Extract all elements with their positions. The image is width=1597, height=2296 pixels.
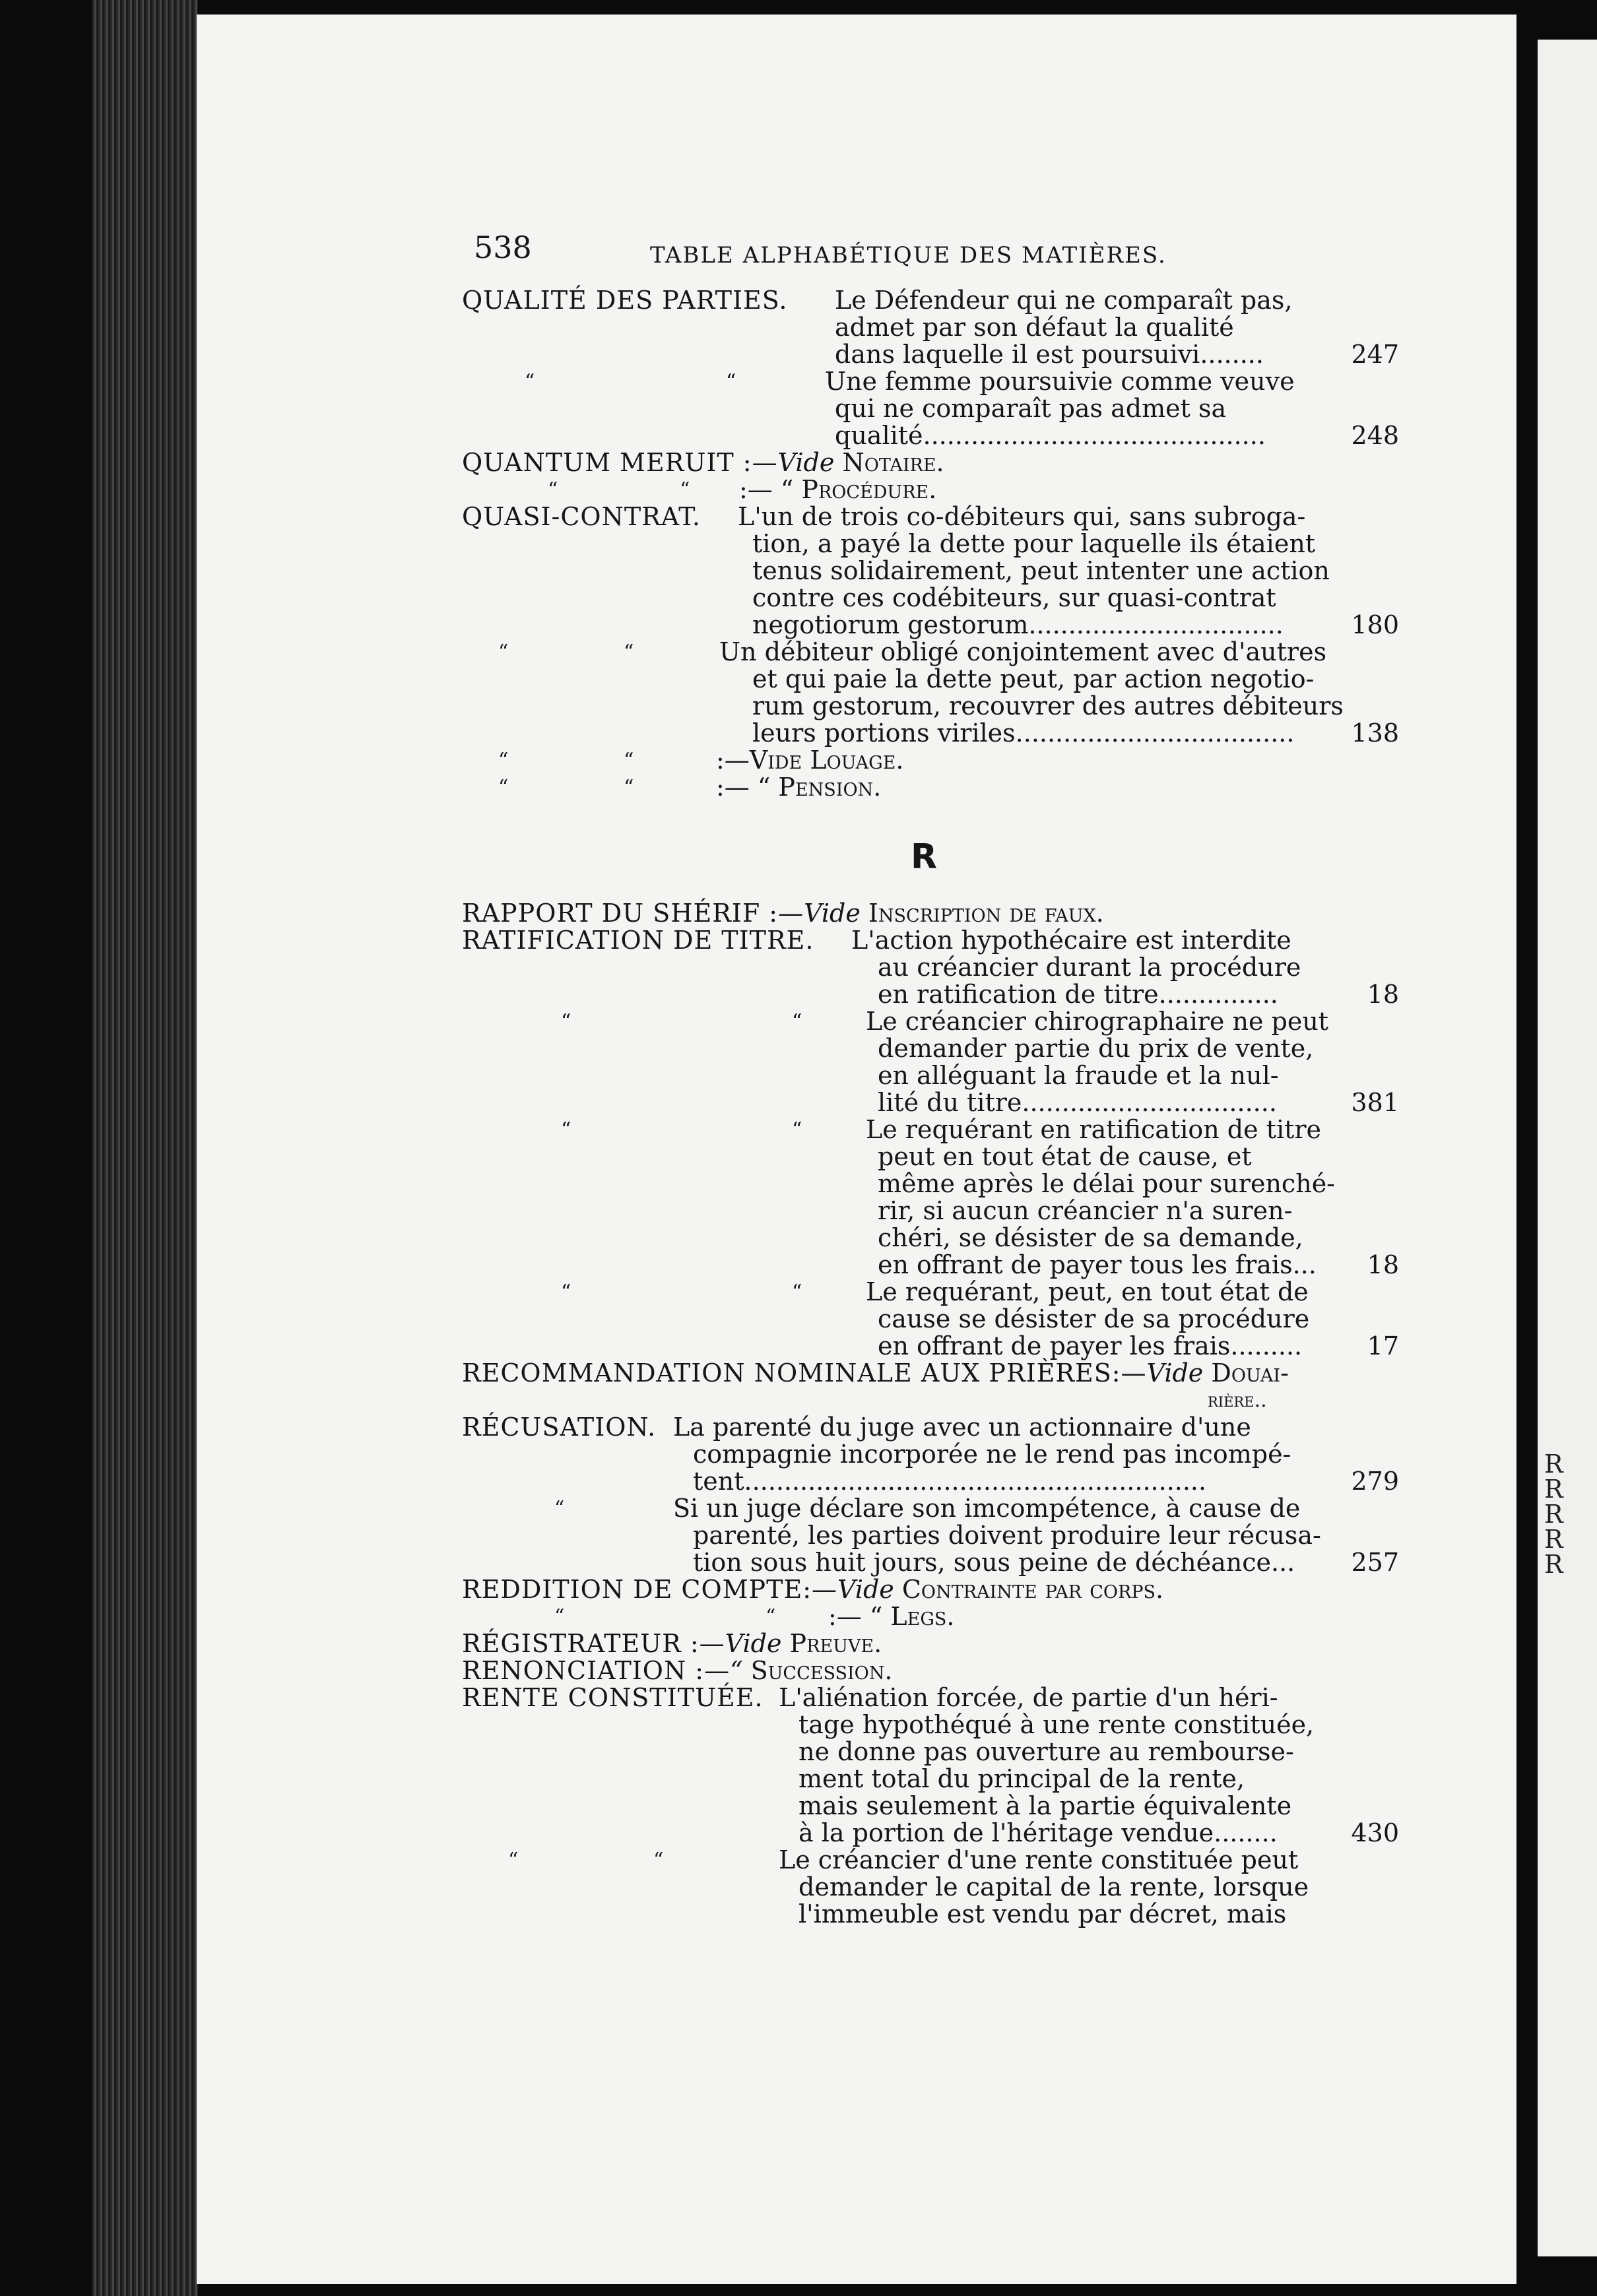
ditto-mark: “: [766, 1605, 776, 1628]
entry-text: tage hypothéqué à une rente constituée,: [798, 1710, 1315, 1739]
page-reference: 138: [1351, 718, 1399, 748]
page-reference: 430: [1351, 1818, 1399, 1847]
entry-text: dans laquelle il est poursuivi........: [835, 340, 1264, 369]
entry-line: [462, 1818, 1399, 1847]
entry-heading: RÉCUSATION.: [462, 1413, 657, 1442]
index-entry: [462, 367, 1399, 450]
page-reference: 381: [1351, 1088, 1399, 1117]
cross-reference: Contrainte par corps.: [901, 1575, 1164, 1604]
entry-text: même après le délai pour surenché-: [878, 1169, 1336, 1198]
ditto-mark: “: [624, 641, 634, 664]
ditto-mark: “: [498, 749, 509, 772]
entry-text: lité du titre................................: [878, 1088, 1277, 1117]
entry-line: [462, 449, 1386, 476]
entry-line: [462, 1793, 1386, 1820]
entry-text: compagnie incorporée ne le rend pas incompé-: [693, 1440, 1291, 1469]
cross-reference: :—Vide Louage.: [716, 746, 904, 775]
entry-text: rum gestorum, recouvrer des autres débiteurs: [752, 691, 1344, 720]
entry-heading: RENTE CONSTITUÉE.: [462, 1683, 764, 1712]
entry-line: [462, 1331, 1399, 1360]
entry-heading: RÉGISTRATEUR :—: [462, 1629, 725, 1658]
index-entry: [462, 476, 1386, 503]
entry-text: negotiorum gestorum................................: [752, 610, 1284, 639]
entry-heading: RATIFICATION DE TITRE.: [462, 926, 814, 955]
page-reference: 248: [1351, 421, 1399, 450]
page-reference: 279: [1351, 1467, 1399, 1496]
index-entry: [462, 1683, 1399, 1847]
section-letter: R: [910, 837, 938, 877]
vide-label: Vide: [1146, 1358, 1204, 1387]
facing-letter: R: [1544, 1500, 1563, 1529]
entry-text: Une femme poursuivie comme veuve: [825, 367, 1295, 396]
entry-text: L'aliénation forcée, de partie d'un héri-: [779, 1683, 1278, 1712]
entry-text: La parenté du juge avec un actionnaire d'une: [673, 1413, 1251, 1442]
entry-heading: QUALITÉ DES PARTIES.: [462, 286, 788, 315]
entry-heading: QUANTUM MERUIT :—: [462, 448, 778, 477]
ditto-mark: “: [561, 1281, 571, 1304]
index-entry: [462, 1630, 1386, 1657]
entry-line: [462, 900, 1386, 927]
page-reference: 18: [1367, 1250, 1399, 1279]
entry-text: mais seulement à la partie équivalente: [798, 1791, 1292, 1820]
section-r-entries: [462, 899, 1399, 1929]
page-reference: 18: [1367, 980, 1399, 1009]
entry-text: tion, a payé la dette pour laquelle ils étaient: [752, 529, 1316, 558]
entry-line: [462, 1684, 1386, 1711]
index-entry: [462, 1115, 1399, 1279]
cross-reference: :— “ Procédure.: [739, 475, 937, 504]
entry-text: contre ces codébiteurs, sur quasi-contrat: [752, 583, 1276, 612]
entry-text: l'immeuble est vendu par décret, mais: [798, 1899, 1287, 1929]
index-entry: [462, 1847, 1386, 1928]
facing-letter: R: [1544, 1525, 1563, 1554]
index-entry: [462, 286, 1399, 369]
entry-line: [462, 1360, 1386, 1387]
facing-page-letters: [1544, 1451, 1563, 1577]
ditto-mark: “: [561, 1118, 571, 1141]
entry-line: [462, 1738, 1386, 1766]
entry-text: rir, si aucun créancier n'a suren-: [878, 1196, 1293, 1225]
ditto-mark: “: [554, 1605, 565, 1628]
facing-letter: R: [1544, 1475, 1563, 1504]
entry-line: [462, 1657, 1386, 1684]
index-entry: [462, 502, 1399, 639]
entry-line: [462, 1035, 1386, 1062]
index-entry: [462, 900, 1386, 927]
entry-line: [462, 639, 1386, 666]
facing-letter: R: [1544, 1450, 1563, 1479]
entry-line: [462, 1495, 1386, 1522]
cross-reference: Notaire.: [842, 448, 944, 477]
entry-line: [462, 1603, 1386, 1630]
entry-line: [462, 610, 1399, 639]
ditto-mark: “: [726, 370, 736, 393]
page-header: [462, 230, 1386, 287]
facing-page-edge: [1538, 40, 1597, 2256]
entry-text: ne donne pas ouverture au rembourse-: [798, 1737, 1294, 1766]
vide-label: Vide: [837, 1575, 894, 1604]
entry-line: [462, 1279, 1386, 1306]
vide-label: Vide: [777, 448, 835, 477]
entry-line: [462, 1225, 1386, 1252]
index-entry: [462, 449, 1386, 476]
entry-text: chéri, se désister de sa demande,: [878, 1223, 1303, 1252]
vide-label: Vide: [725, 1629, 782, 1658]
entry-text: tion sous huit jours, sous peine de déchéance...: [693, 1548, 1295, 1577]
entry-text: L'action hypothécaire est interdite: [851, 926, 1291, 955]
running-head: TABLE ALPHABÉTIQUE DES MATIÈRES.: [650, 242, 1167, 269]
cross-reference: :— “ Pension.: [716, 773, 882, 802]
ditto-mark: “: [561, 1010, 571, 1033]
entry-text: Si un juge déclare son imcompétence, à cause de: [673, 1494, 1301, 1523]
index-entry: [462, 1603, 1386, 1630]
index-entry: [462, 774, 1386, 801]
entry-line: [462, 1008, 1386, 1035]
index-entry: [462, 637, 1399, 748]
cross-reference: Douai-: [1211, 1358, 1289, 1387]
entry-line: [462, 693, 1386, 720]
entry-line: [462, 1874, 1386, 1901]
entry-line: [462, 747, 1386, 774]
entry-line: [462, 1630, 1386, 1657]
index-entry: [462, 926, 1399, 1009]
index-entry: [462, 1277, 1399, 1360]
entry-line: [462, 927, 1386, 954]
entry-text: tenus solidairement, peut intenter une action: [752, 556, 1330, 585]
entry-text: Le requérant en ratification de titre: [866, 1115, 1322, 1144]
entry-heading: QUASI-CONTRAT.: [462, 502, 701, 531]
entry-text: qualité...........................................: [835, 421, 1266, 450]
entry-line: [462, 954, 1386, 981]
entry-line: [462, 368, 1386, 395]
section-q-entries: [462, 286, 1399, 802]
entry-text: L'un de trois co-débiteurs qui, sans subroga-: [738, 502, 1306, 531]
ditto-mark: “: [680, 478, 690, 501]
page-reference: 180: [1351, 610, 1399, 639]
entry-heading: RAPPORT DU SHÉRIF :—: [462, 899, 804, 928]
entry-heading: REDDITION DE COMPTE:—: [462, 1575, 838, 1604]
entry-line: [462, 1847, 1386, 1874]
entry-text: leurs portions viriles...................................: [752, 718, 1295, 748]
entry-line: [462, 421, 1399, 450]
facing-letter: R: [1544, 1550, 1563, 1579]
entry-line: [462, 1711, 1386, 1738]
ditto-mark: “: [548, 478, 558, 501]
index-text: [462, 230, 1399, 1929]
entry-line: [462, 1062, 1386, 1089]
entry-text: en ratification de titre...............: [878, 980, 1278, 1009]
page-reference: 247: [1351, 340, 1399, 369]
index-entry: [462, 1413, 1399, 1496]
entry-line: [462, 718, 1399, 748]
entry-text: et qui paie la dette peut, par action negotio-: [752, 664, 1315, 693]
cross-reference: Succession.: [750, 1656, 893, 1685]
entry-text: Le requérant, peut, en tout état de: [866, 1277, 1309, 1306]
entry-text: Le créancier chirographaire ne peut: [866, 1007, 1329, 1036]
entry-line: [462, 1576, 1386, 1603]
entry-line: [462, 1414, 1386, 1441]
index-entry: [462, 747, 1386, 774]
index-entry: [462, 1007, 1399, 1117]
book-spine: [92, 0, 198, 2296]
cross-reference-cont: rière..: [1208, 1389, 1267, 1412]
ditto-mark: “: [498, 641, 509, 664]
ditto-mark: “: [624, 776, 634, 799]
entry-line: [462, 1306, 1386, 1333]
entry-line: [462, 666, 1386, 693]
entry-text: demander partie du prix de vente,: [878, 1034, 1314, 1063]
entry-line: [462, 1387, 1386, 1414]
entry-line: [462, 558, 1386, 585]
vide-label: “: [730, 1656, 743, 1685]
entry-text: en offrant de payer les frais.........: [878, 1331, 1303, 1360]
entry-text: tent..........................................................: [693, 1467, 1207, 1496]
entry-text: Le créancier d'une rente constituée peut: [779, 1845, 1299, 1874]
entry-text: ment total du principal de la rente,: [798, 1764, 1245, 1793]
entry-text: peut en tout état de cause, et: [878, 1142, 1252, 1171]
ditto-mark: “: [653, 1849, 664, 1872]
vide-label: Vide: [804, 899, 861, 928]
entry-line: [462, 1088, 1399, 1117]
index-entry: [462, 1360, 1386, 1414]
cross-reference: :— “ Legs.: [828, 1602, 955, 1631]
index-entry: [462, 1494, 1399, 1577]
entry-line: [462, 1548, 1399, 1577]
page-number: 538: [474, 230, 532, 265]
entry-heading: RENONCIATION :—: [462, 1656, 731, 1685]
entry-line: [462, 1766, 1386, 1793]
entry-line: [462, 530, 1386, 558]
entry-line: [462, 340, 1399, 369]
entry-line: [462, 585, 1386, 612]
entry-line: [462, 1522, 1386, 1549]
entry-line: [462, 287, 1386, 314]
entry-text: en offrant de payer tous les frais...: [878, 1250, 1317, 1279]
page-reference: 17: [1367, 1331, 1399, 1360]
ditto-mark: “: [792, 1118, 802, 1141]
entry-line: [462, 1250, 1399, 1279]
entry-text: Le Défendeur qui ne comparaît pas,: [835, 286, 1293, 315]
entry-line: [462, 774, 1386, 801]
page-reference: 257: [1351, 1548, 1399, 1577]
ditto-mark: “: [498, 776, 509, 799]
entry-heading: RECOMMANDATION NOMINALE AUX PRIÈRES:—: [462, 1358, 1147, 1387]
cross-reference: Inscription de faux.: [868, 899, 1104, 928]
ditto-mark: “: [554, 1497, 565, 1520]
entry-line: [462, 1143, 1386, 1170]
entry-line: [462, 503, 1386, 530]
entry-text: demander le capital de la rente, lorsque: [798, 1872, 1309, 1901]
entry-line: [462, 980, 1399, 1009]
entry-text: admet par son défaut la qualité: [835, 313, 1234, 342]
entry-line: [462, 1467, 1399, 1496]
entry-text: cause se désister de sa procédure: [878, 1304, 1310, 1333]
ditto-mark: “: [525, 370, 535, 393]
ditto-mark: “: [792, 1281, 802, 1304]
entry-line: [462, 476, 1386, 503]
entry-text: en alléguant la fraude et la nul-: [878, 1061, 1279, 1090]
entry-text: Un débiteur obligé conjointement avec d'autres: [719, 637, 1327, 666]
entry-text: à la portion de l'héritage vendue........: [798, 1818, 1278, 1847]
entry-text: au créancier durant la procédure: [878, 953, 1301, 982]
entry-line: [462, 395, 1386, 422]
index-entry: [462, 1657, 1386, 1684]
entry-line: [462, 1901, 1386, 1928]
entry-line: [462, 1116, 1386, 1143]
cross-reference: Preuve.: [789, 1629, 882, 1658]
entry-line: [462, 314, 1386, 341]
index-entry: [462, 1576, 1386, 1603]
ditto-mark: “: [792, 1010, 802, 1033]
ditto-mark: “: [624, 749, 634, 772]
entry-line: [462, 1197, 1386, 1225]
entry-text: qui ne comparaît pas admet sa: [835, 394, 1227, 423]
entry-line: [462, 1441, 1386, 1468]
ditto-mark: “: [508, 1849, 519, 1872]
entry-text: parenté, les parties doivent produire leur récusa-: [693, 1521, 1321, 1550]
entry-line: [462, 1170, 1386, 1197]
